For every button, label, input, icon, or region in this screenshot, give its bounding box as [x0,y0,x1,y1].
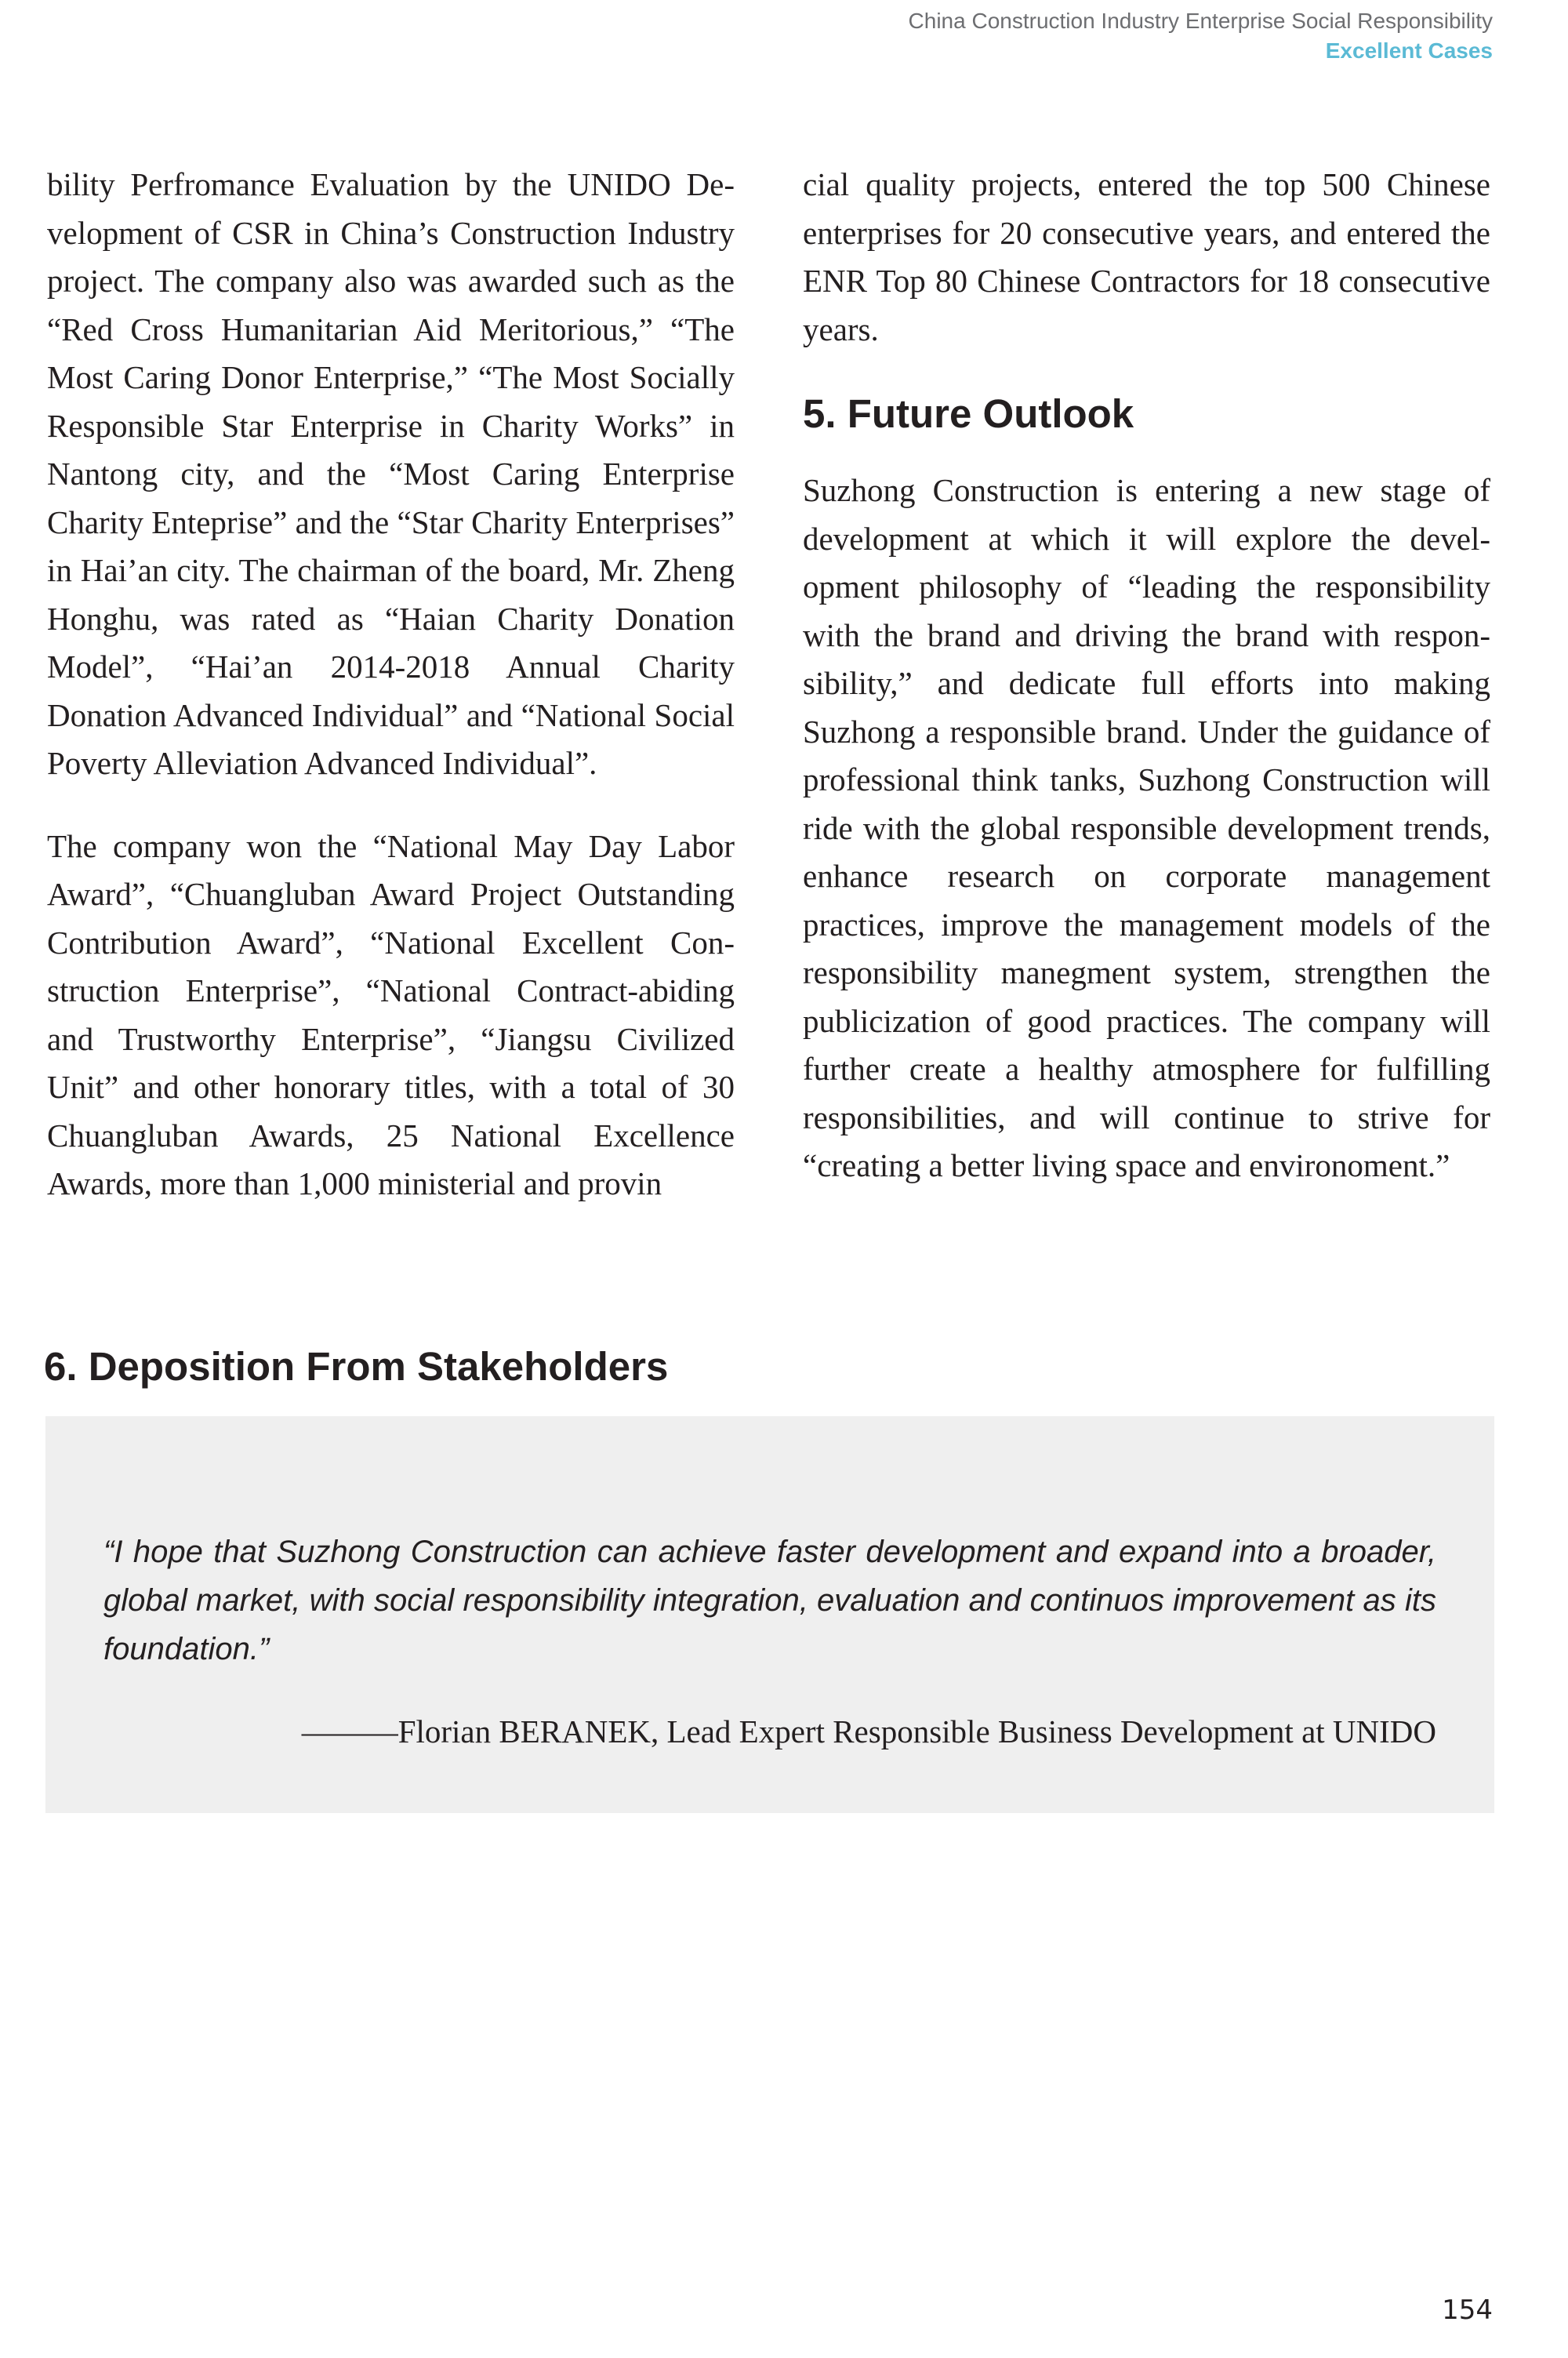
stakeholder-quote-box [45,1416,1494,1813]
page-header [909,6,1493,66]
section-5-heading: 5. Future Outlook [803,391,1134,436]
page-number: 154 [1442,2294,1493,2326]
section-6-heading: 6. Deposition From Stakeholders [44,1344,669,1389]
left-column [47,161,735,1208]
right-column [803,161,1490,1190]
stakeholder-quote: “I hope that Suzhong Construction can achieve faster development and expand into a broader, global market, with social responsibility integration, evaluation and continuos improvement as its foundation.” [103,1535,1436,1666]
left-paragraph-1: bility Perfromance Evaluation by the UNIDO Development of CSR in China’s Construction Industry project. The company also was awarded such as the “Red Cross Humanitarian Aid Meritorious,” “The Most Caring Donor Enterprise,” “The Most Socially Responsible Star Enterprise in Charity Works” in Nantong city, and the “Most Caring Enterprise Charity Enteprise” and the “Star Charity Enterprises” in Hai’an city. The chairman of the board, Mr. Zheng Honghu, was rated as “Haian Charity Donation Model”, “Hai’an 2014-2018 Annual Charity Donation Advanced Individual” and “National Social Poverty Alleviation Advanced Individual”. [47,166,735,781]
right-paragraph-2: Suzhong Construction is entering a new stage of development at which it will explore the development philosophy of “leading the responsibility with the brand and driving the brand with responsibility,” and dedicate full efforts into making Suzhong a responsible brand. Under the guidance of professional think tanks, Suzhong Construction will ride with the global responsible development trends, enhance research on corporate management practices, improve the management models of the responsibility manegment system, strengthen the publicization of good practices. The company will further create a healthy atmosphere for fulfilling responsibilities, and will continue to strive for “creating a better living space and environoment.” [803,472,1490,1183]
header-title: China Construction Industry Enterprise Social Responsibility [908,9,1493,33]
right-paragraph-1: cial quality projects, entered the top 500 Chinese enterprises for 20 consecutive years, and entered the ENR Top 80 Chinese Contractors for 18 consecutive years. [803,166,1490,347]
left-paragraph-2: The company won the “National May Day Labor Award”, “Chuangluban Award Project Outstanding Contribution Award”, “National Excellent Construction Enterprise”, “National Contract-abiding and Trustworthy Enterprise”, “Jiangsu Civilized Unit” and other honorary titles, with a total of 30 Chuangluban Awards, 25 National Excellence Awards, more than 1,000 ministerial and provin [47,827,735,1201]
quote-attribution: ———Florian BERANEK, Lead Expert Responsible Business Development at UNIDO [301,1713,1436,1749]
header-subtitle: Excellent Cases [1325,38,1493,63]
